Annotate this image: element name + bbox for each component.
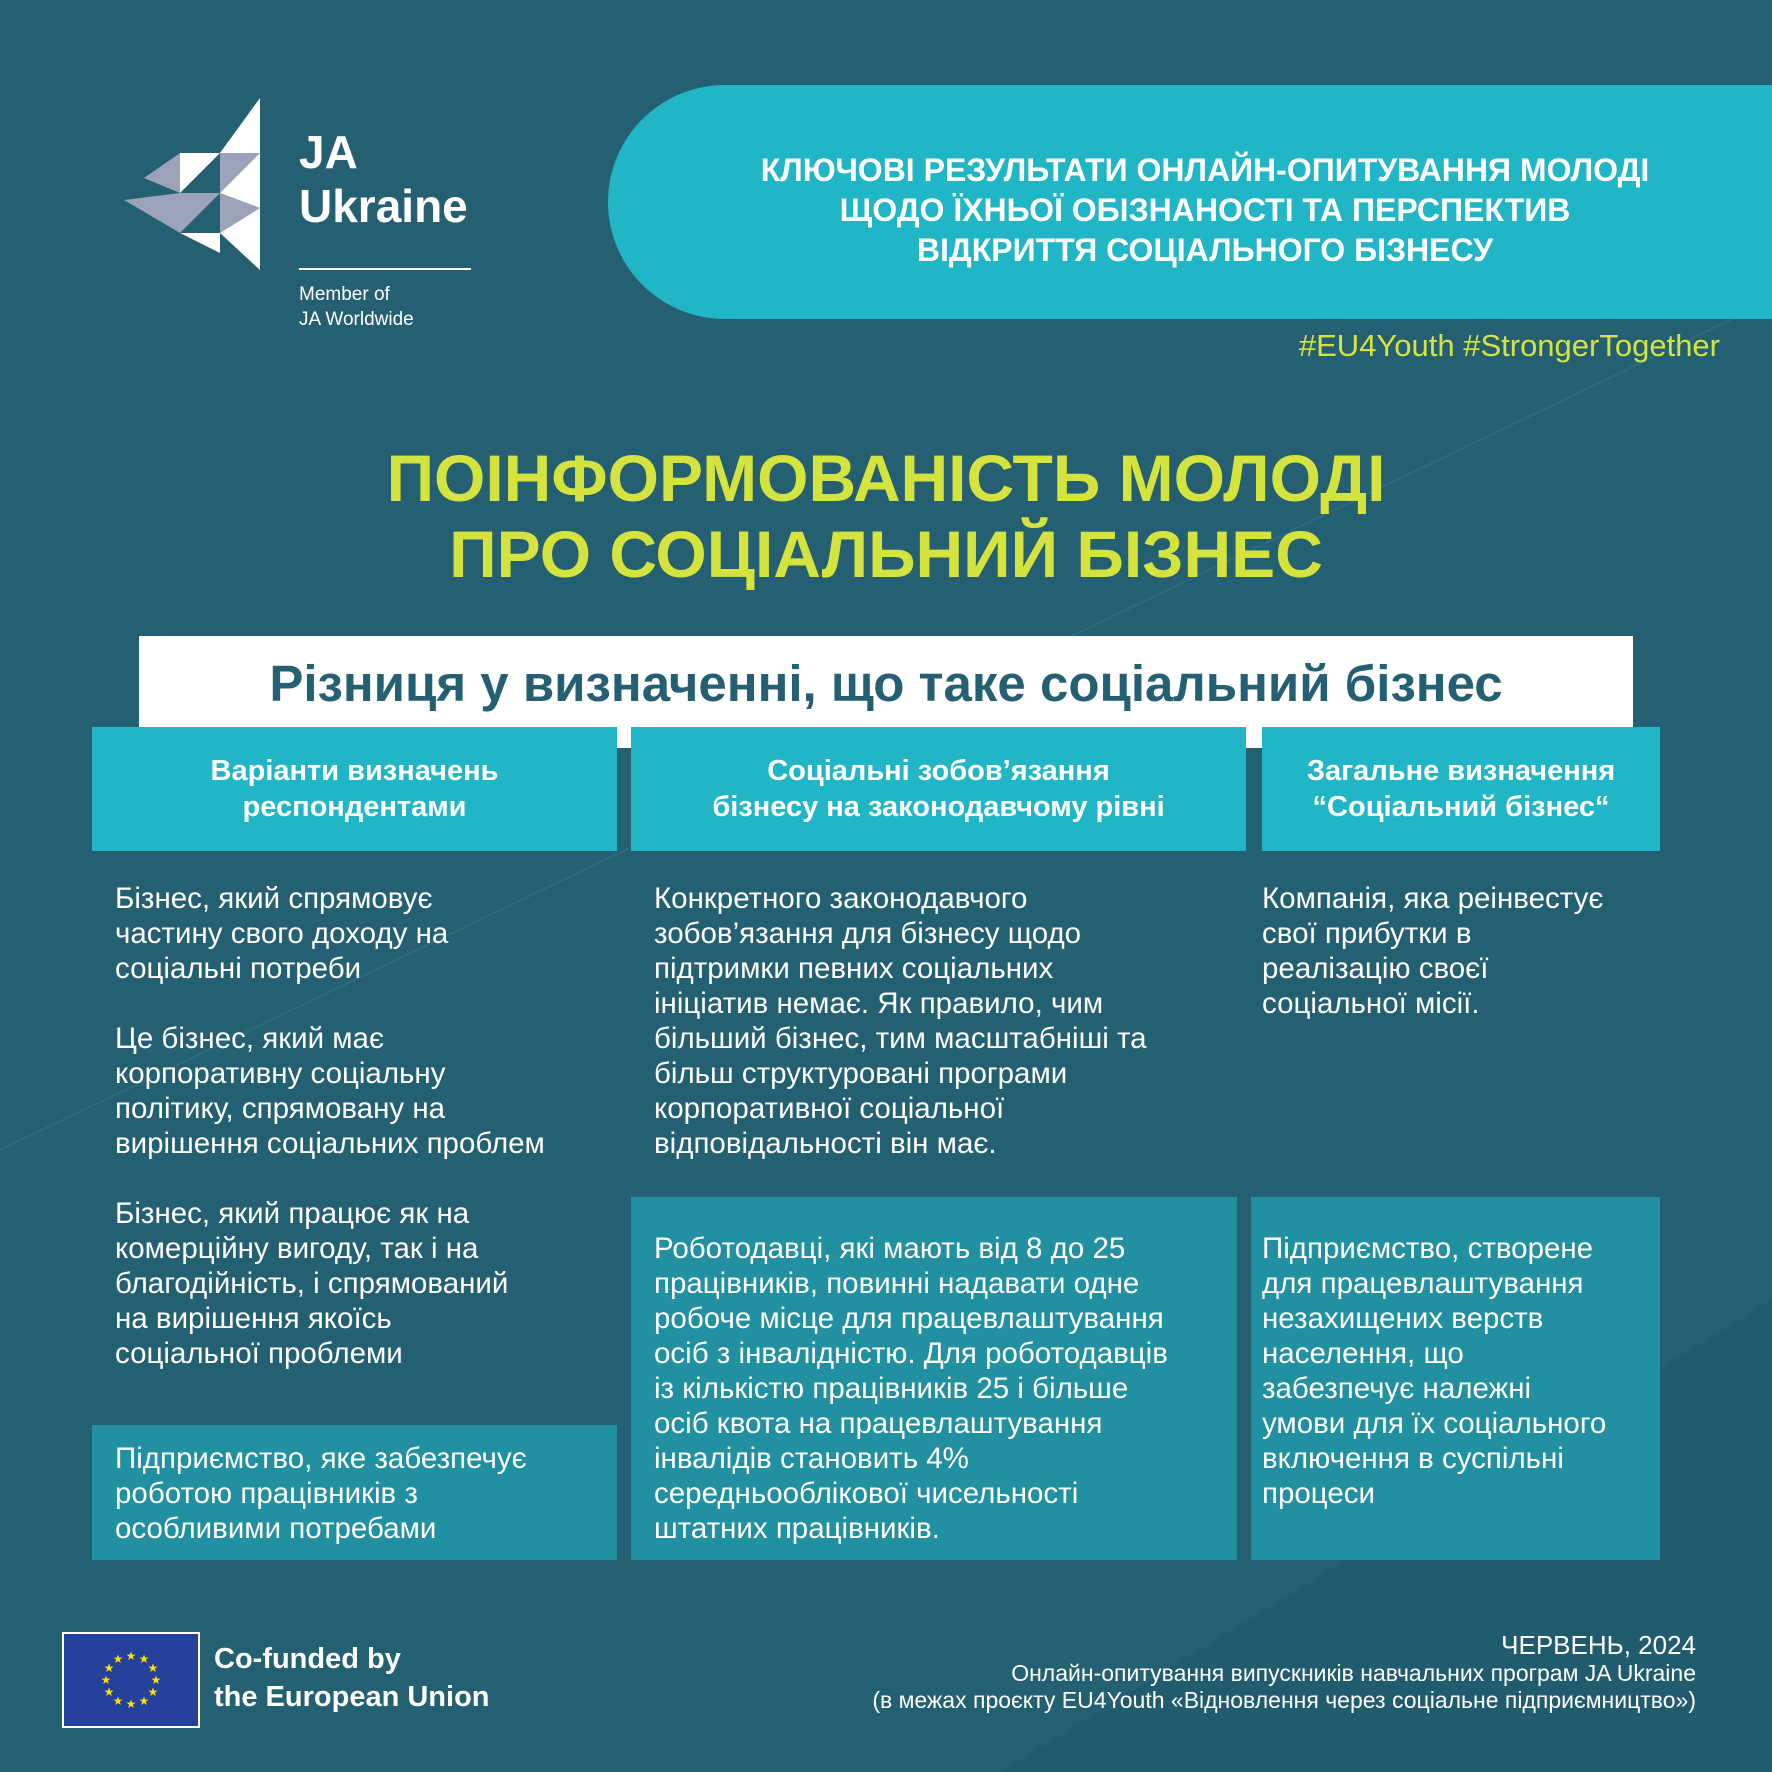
text-line: соціальної місії.	[1262, 987, 1480, 1020]
column-header-line: “Соціальний бізнес“	[1312, 791, 1610, 823]
text-line: більший бізнес, тим масштабніші та	[654, 1022, 1147, 1055]
svg-text:★: ★	[112, 1694, 124, 1708]
svg-text:★: ★	[103, 1685, 115, 1699]
text-line: із кількістю працівників 25 і більше	[654, 1372, 1129, 1405]
logo-title-ja: JA	[299, 126, 358, 178]
text-line: корпоративну соціальну	[115, 1057, 446, 1090]
text-line: Конкретного законодавчого	[654, 882, 1028, 915]
svg-text:★: ★	[138, 1694, 150, 1708]
text-line: Компанія, яка реінвестує	[1262, 882, 1604, 915]
svg-text:★: ★	[125, 1697, 137, 1711]
legal-highlight-text	[654, 1231, 1168, 1546]
text-line: працівників, повинні надавати одне	[654, 1267, 1140, 1300]
text-line: підтримки певних соціальних	[654, 952, 1054, 985]
eu-text-line-1: Co-funded by	[214, 1643, 401, 1675]
column-header-general	[1262, 727, 1660, 851]
text-line: для працевлаштування	[1262, 1267, 1584, 1300]
general-highlight-text	[1262, 1231, 1606, 1511]
svg-text:★: ★	[103, 1661, 115, 1675]
column-header-line: Загальне визначення	[1306, 755, 1616, 787]
main-title-line-1: ПОІНФОРМОВАНІСТЬ МОЛОДІ	[386, 441, 1386, 515]
definition-item-2	[115, 1021, 545, 1161]
text-line: більш структуровані програми	[654, 1057, 1068, 1090]
eu-flag-icon	[62, 1632, 200, 1728]
ja-triangles-icon	[124, 98, 294, 278]
text-line: Роботодавці, які мають від 8 до 25	[654, 1232, 1126, 1265]
text-line: забезпечує належні	[1262, 1372, 1532, 1405]
banner-line-3: ВІДКРИТТЯ СОЦІАЛЬНОГО БІЗНЕСУ	[916, 232, 1494, 268]
hashtags: #EU4Youth #StrongerTogether	[1298, 328, 1720, 363]
definition-item-3	[115, 1196, 508, 1371]
footer-source-line-2: (в межах проєкту EU4Youth «Відновлення через соціальне підприємництво»)	[872, 1687, 1696, 1713]
logo-divider	[299, 268, 471, 270]
definition-item-1	[115, 881, 448, 986]
header-banner-text	[640, 150, 1770, 270]
text-line: штатних працівників.	[654, 1512, 940, 1545]
text-line: Підприємство, створене	[1262, 1232, 1594, 1265]
logo-title-ukraine: Ukraine	[299, 180, 468, 232]
banner-line-1: КЛЮЧОВІ РЕЗУЛЬТАТИ ОНЛАЙН-ОПИТУВАННЯ МОЛОДІ	[760, 152, 1650, 188]
text-line: соціальні потреби	[115, 952, 362, 985]
text-line: політику, спрямовану на	[115, 1092, 446, 1125]
banner-line-2: ЩОДО ЇХНЬОЇ ОБІЗНАНОСТІ ТА ПЕРСПЕКТИВ	[839, 192, 1571, 228]
text-line: інвалідів становить 4%	[654, 1442, 969, 1475]
general-item-1	[1262, 881, 1603, 1021]
svg-text:★: ★	[100, 1673, 112, 1687]
logo-member-line-2: JA Worldwide	[299, 309, 414, 330]
text-line: реалізацію своєї	[1262, 952, 1489, 985]
text-line: вирішення соціальних проблем	[115, 1127, 545, 1160]
column-header-line: Соціальні зобов’язання	[767, 755, 1110, 787]
text-line: процеси	[1262, 1477, 1375, 1510]
svg-text:★: ★	[112, 1652, 124, 1666]
text-line: Це бізнес, який має	[115, 1022, 385, 1055]
column-header-legal	[631, 727, 1246, 851]
text-line: робоче місце для працевлаштування	[654, 1302, 1164, 1335]
text-line: осіб квота на працевлаштування	[654, 1407, 1103, 1440]
svg-text:★: ★	[138, 1652, 150, 1666]
text-line: умови для їх соціального	[1262, 1407, 1607, 1440]
main-title	[200, 440, 1572, 592]
text-line: особливими потребами	[115, 1512, 437, 1545]
text-line: Бізнес, який працює як на	[115, 1197, 470, 1230]
column-header-definitions	[92, 727, 617, 851]
definition-highlight-text	[115, 1441, 527, 1546]
main-title-line-2: ПРО СОЦІАЛЬНИЙ БІЗНЕС	[449, 517, 1323, 591]
text-line: благодійність, і спрямований	[115, 1267, 509, 1300]
text-line: на вирішення якоїсь	[115, 1302, 392, 1335]
column-header-line: бізнесу на законодавчому рівні	[712, 791, 1165, 823]
text-line: комерційну вигоду, так і на	[115, 1232, 479, 1265]
footer-source	[872, 1630, 1696, 1714]
text-line: частину свого доходу на	[115, 917, 449, 950]
eu-cofunded-text	[214, 1640, 490, 1716]
text-line: відповідальності він має.	[654, 1127, 997, 1160]
text-line: свої прибутки в	[1262, 917, 1472, 950]
legal-item-1	[654, 881, 1147, 1161]
svg-text:★: ★	[125, 1649, 137, 1663]
svg-text:★: ★	[150, 1673, 162, 1687]
subtitle: Різниця у визначенні, що таке соціальний бізнес	[269, 655, 1503, 712]
text-line: Підприємство, яке забезпечує	[115, 1442, 527, 1475]
text-line: осіб з інвалідністю. Для роботодавців	[654, 1337, 1168, 1370]
text-line: населення, що	[1262, 1337, 1464, 1370]
logo-member-line-1: Member of	[299, 284, 390, 305]
text-line: незахищених верств	[1262, 1302, 1544, 1335]
text-line: роботою працівників з	[115, 1477, 418, 1510]
logo-member-text	[299, 282, 529, 332]
text-line: корпоративної соціальної	[654, 1092, 1005, 1125]
svg-text:★: ★	[147, 1685, 159, 1699]
eu-text-line-2: the European Union	[214, 1681, 490, 1713]
footer-source-line-1: Онлайн-опитування випускників навчальних програм JA Ukraine	[1011, 1660, 1696, 1686]
text-line: ініціатив немає. Як правило, чим	[654, 987, 1104, 1020]
text-line: середньооблікової чисельності	[654, 1477, 1079, 1510]
svg-text:★: ★	[147, 1661, 159, 1675]
text-line: включення в суспільні	[1262, 1442, 1564, 1475]
text-line: Бізнес, який спрямовує	[115, 882, 433, 915]
ja-ukraine-logo	[124, 98, 544, 338]
footer-date: ЧЕРВЕНЬ, 2024	[1501, 1630, 1696, 1660]
text-line: зобов’язання для бізнесу щодо	[654, 917, 1082, 950]
column-header-line: респондентами	[242, 791, 467, 823]
text-line: соціальної проблеми	[115, 1337, 403, 1370]
column-header-line: Варіанти визначень	[210, 755, 499, 787]
eu-stars-icon	[64, 1634, 198, 1726]
